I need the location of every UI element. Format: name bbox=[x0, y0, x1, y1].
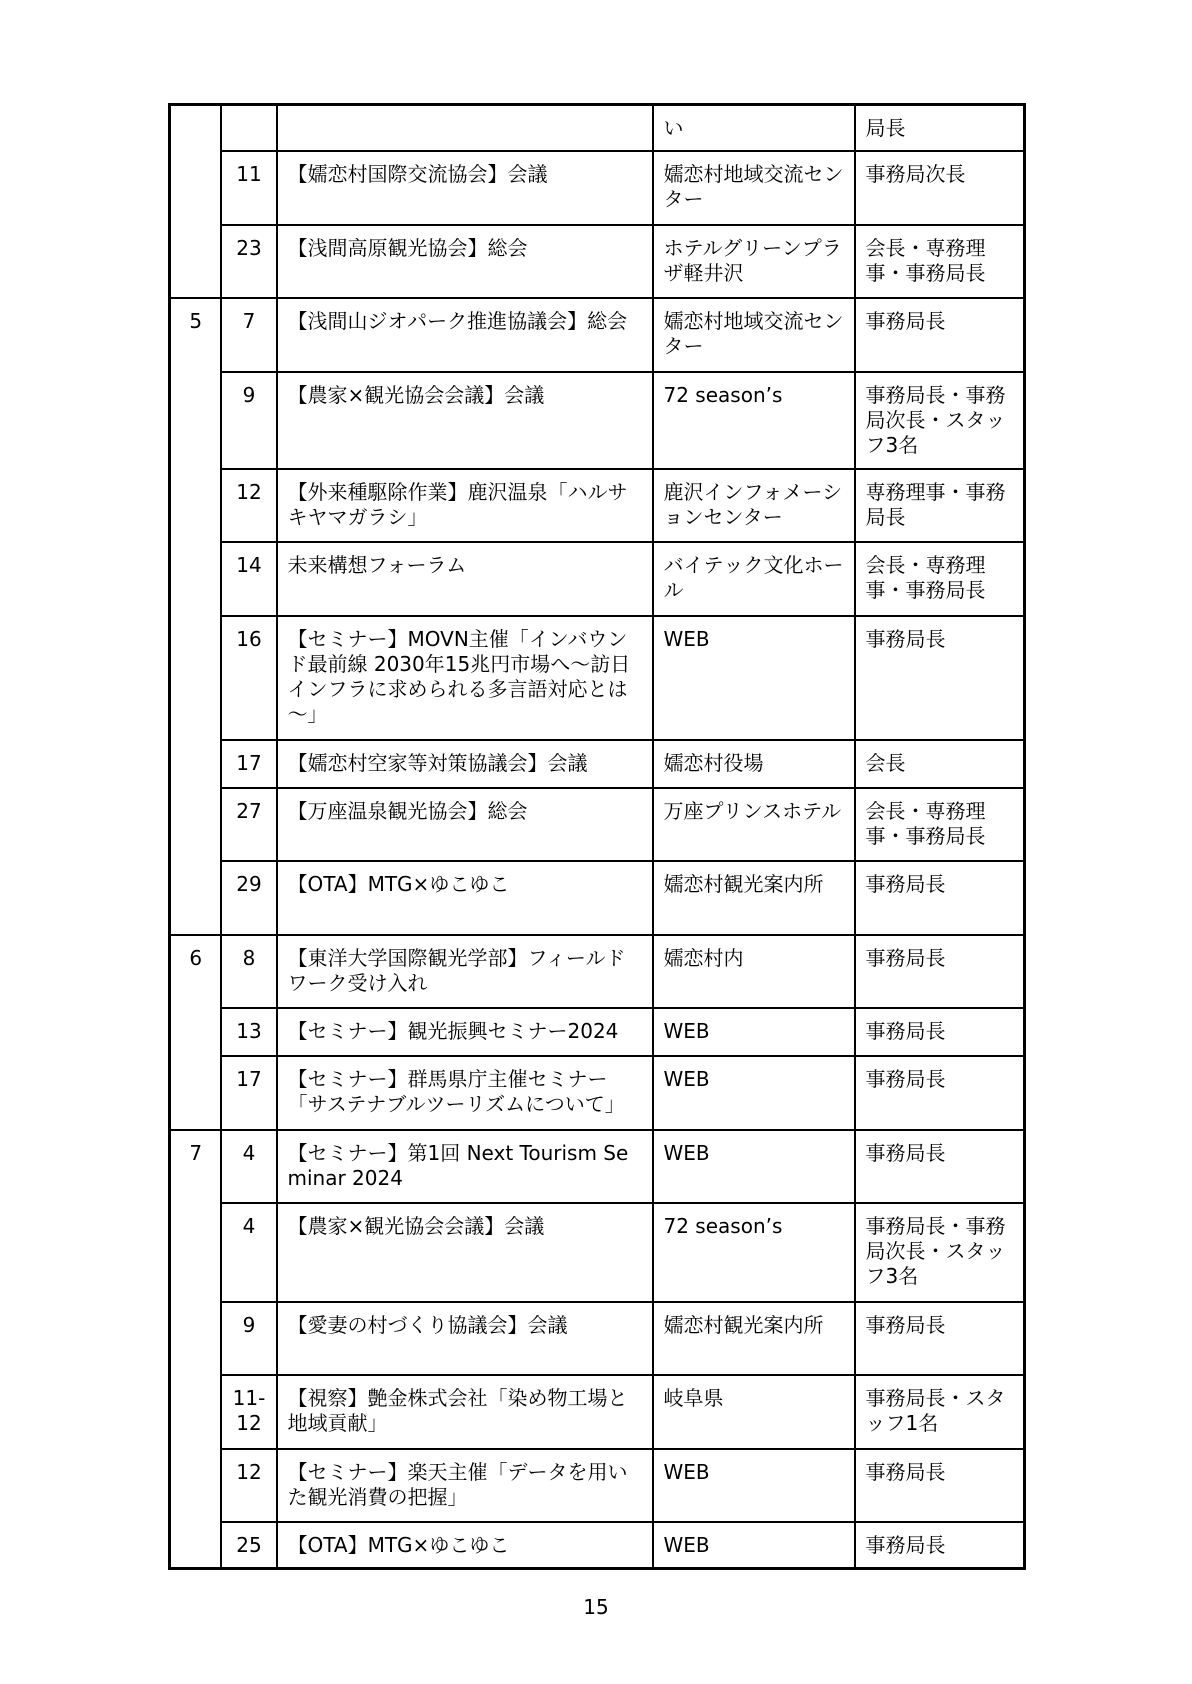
attendees-cell: 事務局長・スタッフ1名 bbox=[855, 1375, 1025, 1449]
month-cell: 6 bbox=[170, 935, 221, 1130]
venue-cell: 72 season’s bbox=[653, 372, 855, 469]
table-row bbox=[170, 788, 1025, 861]
table-row bbox=[170, 861, 1025, 935]
venue-cell: 嬬恋村観光案内所 bbox=[653, 861, 855, 935]
event-cell: 【浅間山ジオパーク推進協議会】総会 bbox=[277, 298, 653, 372]
venue-cell: 嬬恋村観光案内所 bbox=[653, 1302, 855, 1375]
table-row bbox=[170, 542, 1025, 616]
event-cell: 【視察】艶金株式会社「染め物工場と地域貢献」 bbox=[277, 1375, 653, 1449]
venue-cell: い bbox=[653, 105, 855, 151]
day-cell: 11-12 bbox=[221, 1375, 277, 1449]
event-cell: 【セミナー】観光振興セミナー2024 bbox=[277, 1008, 653, 1056]
table-row bbox=[170, 1449, 1025, 1522]
attendees-cell: 事務局次長 bbox=[855, 151, 1025, 225]
venue-cell: ホテルグリーンプラザ軽井沢 bbox=[653, 225, 855, 298]
venue-cell: 嬬恋村内 bbox=[653, 935, 855, 1008]
event-cell: 【東洋大学国際観光学部】フィールドワーク受け入れ bbox=[277, 935, 653, 1008]
page-number: 15 bbox=[583, 1595, 609, 1619]
day-cell: 14 bbox=[221, 542, 277, 616]
table-row bbox=[170, 372, 1025, 469]
table-row bbox=[170, 1375, 1025, 1449]
day-cell: 12 bbox=[221, 469, 277, 542]
attendees-cell: 事務局長 bbox=[855, 1008, 1025, 1056]
venue-cell: WEB bbox=[653, 1522, 855, 1569]
table-row bbox=[170, 105, 1025, 151]
table-row bbox=[170, 469, 1025, 542]
month-cell bbox=[170, 105, 221, 298]
day-cell: 23 bbox=[221, 225, 277, 298]
attendees-cell: 事務局長 bbox=[855, 1522, 1025, 1569]
day-cell: 7 bbox=[221, 298, 277, 372]
event-cell bbox=[277, 105, 653, 151]
table-row bbox=[170, 1522, 1025, 1569]
attendees-cell: 専務理事・事務局長 bbox=[855, 469, 1025, 542]
attendees-cell: 事務局長 bbox=[855, 935, 1025, 1008]
day-cell: 4 bbox=[221, 1130, 277, 1203]
attendees-cell: 局長 bbox=[855, 105, 1025, 151]
attendees-cell: 事務局長 bbox=[855, 861, 1025, 935]
day-cell: 17 bbox=[221, 1056, 277, 1130]
event-cell: 【セミナー】楽天主催「データを用いた観光消費の把握」 bbox=[277, 1449, 653, 1522]
attendees-cell: 会長 bbox=[855, 740, 1025, 788]
day-cell bbox=[221, 105, 277, 151]
day-cell: 25 bbox=[221, 1522, 277, 1569]
table-row bbox=[170, 1056, 1025, 1130]
attendees-cell: 事務局長・事務局次長・スタッフ3名 bbox=[855, 372, 1025, 469]
venue-cell: 嬬恋村地域交流センター bbox=[653, 298, 855, 372]
activity-schedule-table bbox=[168, 103, 1026, 1570]
venue-cell: WEB bbox=[653, 1056, 855, 1130]
venue-cell: 嬬恋村役場 bbox=[653, 740, 855, 788]
day-cell: 27 bbox=[221, 788, 277, 861]
table-row bbox=[170, 1008, 1025, 1056]
event-cell: 【OTA】MTG×ゆこゆこ bbox=[277, 861, 653, 935]
venue-cell: WEB bbox=[653, 1130, 855, 1203]
day-cell: 9 bbox=[221, 1302, 277, 1375]
venue-cell: WEB bbox=[653, 1449, 855, 1522]
attendees-cell: 会長・専務理事・事務局長 bbox=[855, 788, 1025, 861]
table-row bbox=[170, 225, 1025, 298]
venue-cell: バイテック文化ホール bbox=[653, 542, 855, 616]
attendees-cell: 事務局長 bbox=[855, 1449, 1025, 1522]
event-cell: 【愛妻の村づくり協議会】会議 bbox=[277, 1302, 653, 1375]
attendees-cell: 会長・専務理事・事務局長 bbox=[855, 542, 1025, 616]
attendees-cell: 事務局長 bbox=[855, 1130, 1025, 1203]
day-cell: 12 bbox=[221, 1449, 277, 1522]
table-row bbox=[170, 935, 1025, 1008]
venue-cell: 岐阜県 bbox=[653, 1375, 855, 1449]
table-row bbox=[170, 1203, 1025, 1302]
venue-cell: 万座プリンスホテル bbox=[653, 788, 855, 861]
venue-cell: 72 season’s bbox=[653, 1203, 855, 1302]
attendees-cell: 事務局長 bbox=[855, 298, 1025, 372]
month-cell: 5 bbox=[170, 298, 221, 935]
event-cell: 【セミナー】MOVN主催「インバウンド最前線 2030年15兆円市場へ～訪日インフラに求められる多言語対応とは～」 bbox=[277, 616, 653, 740]
day-cell: 8 bbox=[221, 935, 277, 1008]
day-cell: 17 bbox=[221, 740, 277, 788]
attendees-cell: 事務局長 bbox=[855, 616, 1025, 740]
event-cell: 未来構想フォーラム bbox=[277, 542, 653, 616]
table-row bbox=[170, 298, 1025, 372]
table-row bbox=[170, 1302, 1025, 1375]
table-row bbox=[170, 1130, 1025, 1203]
event-cell: 【セミナー】第1回 Next Tourism Seminar 2024 bbox=[277, 1130, 653, 1203]
event-cell: 【OTA】MTG×ゆこゆこ bbox=[277, 1522, 653, 1569]
event-cell: 【嬬恋村空家等対策協議会】会議 bbox=[277, 740, 653, 788]
month-cell: 7 bbox=[170, 1130, 221, 1569]
day-cell: 9 bbox=[221, 372, 277, 469]
event-cell: 【嬬恋村国際交流協会】会議 bbox=[277, 151, 653, 225]
day-cell: 13 bbox=[221, 1008, 277, 1056]
table-row bbox=[170, 740, 1025, 788]
day-cell: 4 bbox=[221, 1203, 277, 1302]
attendees-cell: 会長・専務理事・事務局長 bbox=[855, 225, 1025, 298]
event-cell: 【浅間高原観光協会】総会 bbox=[277, 225, 653, 298]
venue-cell: 鹿沢インフォメーションセンター bbox=[653, 469, 855, 542]
table-row bbox=[170, 151, 1025, 225]
venue-cell: WEB bbox=[653, 616, 855, 740]
attendees-cell: 事務局長 bbox=[855, 1302, 1025, 1375]
day-cell: 16 bbox=[221, 616, 277, 740]
day-cell: 29 bbox=[221, 861, 277, 935]
day-cell: 11 bbox=[221, 151, 277, 225]
venue-cell: WEB bbox=[653, 1008, 855, 1056]
event-cell: 【外来種駆除作業】鹿沢温泉「ハルサキヤマガラシ」 bbox=[277, 469, 653, 542]
event-cell: 【セミナー】群馬県庁主催セミナー「サステナブルツーリズムについて」 bbox=[277, 1056, 653, 1130]
event-cell: 【万座温泉観光協会】総会 bbox=[277, 788, 653, 861]
attendees-cell: 事務局長 bbox=[855, 1056, 1025, 1130]
event-cell: 【農家×観光協会会議】会議 bbox=[277, 1203, 653, 1302]
event-cell: 【農家×観光協会会議】会議 bbox=[277, 372, 653, 469]
attendees-cell: 事務局長・事務局次長・スタッフ3名 bbox=[855, 1203, 1025, 1302]
venue-cell: 嬬恋村地域交流センター bbox=[653, 151, 855, 225]
table-row bbox=[170, 616, 1025, 740]
